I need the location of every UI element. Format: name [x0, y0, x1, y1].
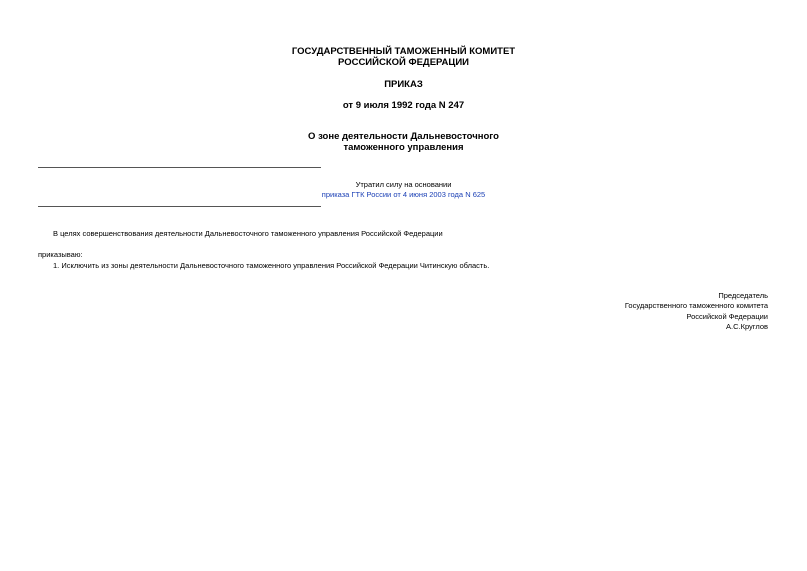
signature-position-line-2: Государственного таможенного комитета	[624, 301, 768, 310]
order-word: приказываю:	[38, 250, 83, 259]
signature-position-line-1: Председатель	[718, 291, 768, 300]
status-note-link[interactable]: приказа ГТК России от 4 июня 2003 года N 625	[321, 190, 486, 199]
agency-name-line-1: ГОСУДАРСТВЕННЫЙ ТАМОЖЕННЫЙ КОМИТЕТ	[291, 46, 516, 57]
order-item-1: 1. Исключить из зоны деятельности Дальневосточного таможенного управления Российской Федерации Читинскую область.	[53, 261, 490, 270]
document-title-line-1: О зоне деятельности Дальневосточного	[308, 131, 499, 142]
divider-top	[38, 167, 321, 168]
document-title-line-2: таможенного управления	[343, 142, 464, 153]
agency-name-line-2: РОССИЙСКОЙ ФЕДЕРАЦИИ	[337, 57, 469, 68]
signatory-name: А.С.Круглов	[726, 322, 768, 331]
document-date-number: от 9 июля 1992 года N 247	[342, 100, 465, 111]
signature-position-line-3: Российской Федерации	[686, 312, 768, 321]
document-type: ПРИКАЗ	[384, 79, 423, 90]
divider-bottom	[38, 206, 321, 207]
preamble-text: В целях совершенствования деятельности Дальневосточного таможенного управления Российской Федерации	[53, 229, 443, 238]
status-note-text: Утратил силу на основании	[355, 180, 452, 189]
